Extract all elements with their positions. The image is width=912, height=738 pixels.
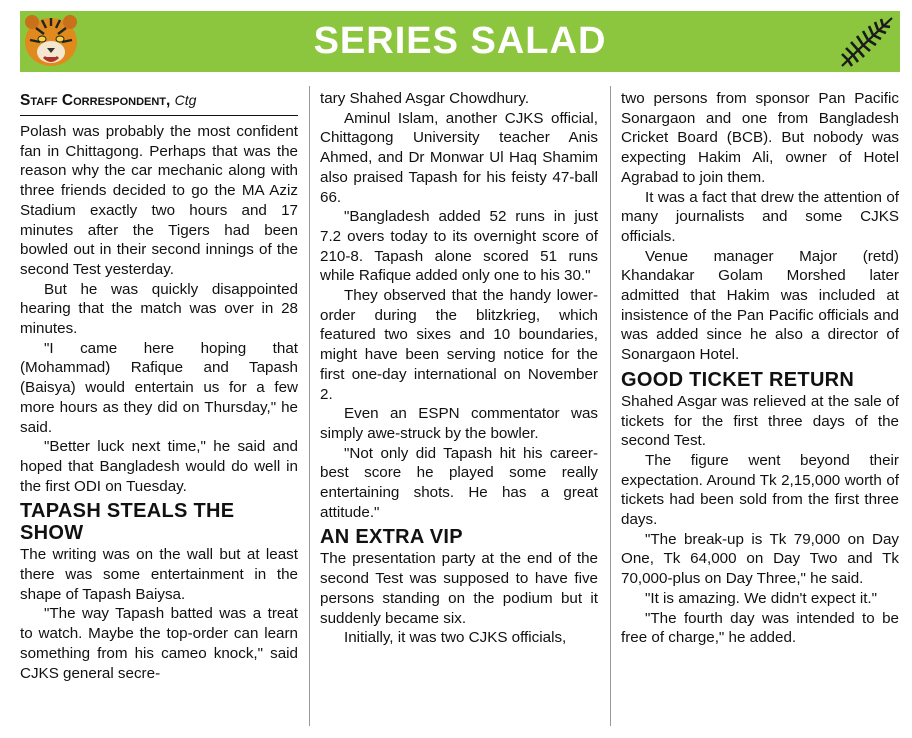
byline-author: Staff Correspondent, [20,92,171,109]
paragraph: "I came here hoping that (Mohammad) Rafique and Tapash (Baisya) would entertain us for a few more hours as they did on Thursday," he said. [20,339,298,436]
article-column-1 [20,89,298,683]
byline [20,91,298,113]
paragraph: tary Shahed Asgar Chowdhury. [320,90,530,107]
paragraph: The writing was on the wall but at least there was some entertainment in the shape of Tapash Baiysa. [20,546,298,603]
subheading: GOOD TICKET RETURN [621,368,855,391]
paragraph: "The break-up is Tk 79,000 on Day One, Tk 64,000 on Day Two and Tk 70,000-plus on Day Three," he said. [621,530,899,588]
banner-title: SERIES SALAD [313,20,607,62]
paragraph: "The fourth day was intended to be free of charge," he added. [621,609,899,647]
paragraph: two persons from sponsor Pan Pacific Sonargaon and one from Bangladesh Cricket Board (BCB). But nobody was expecting Hakim Ali, owner of Hotel Agrabad to join them. [621,90,899,186]
paragraph: "Bangladesh added 52 runs in just 7.2 overs today to its overnight score of 210-8. Tapash alone scored 51 runs while Rafique added only one to his 30." [320,208,598,285]
paragraph: The figure went beyond their expectation. Around Tk 2,15,000 worth of tickets had been sold from the first three days. [621,451,899,529]
paragraph: But he was quickly disappointed hearing that the match was over in 28 minutes. [20,280,298,338]
paragraph: The presentation party at the end of the second Test was supposed to have five persons standing on the podium but it suddenly became six. [320,550,598,627]
subheading: TAPASH STEALS THE SHOW [20,500,235,545]
article-column-2 [320,89,598,648]
paragraph: Shahed Asgar was relieved at the sale of tickets for the first three days of the second Test. [621,392,899,450]
paragraph: "Not only did Tapash hit his career-best score he played some really entertaining shots. He has a great attitude." [320,444,598,521]
paragraph: Polash was probably the most confident fan in Chittagong. Perhaps that was the reason why the car mechanic along with three friends decided to go the MA Aziz Stadium exactly two hours and 17 minutes after the Tigers had been bowled out in their second innings of the second Test yesterday. [20,123,298,278]
article-column-3 [621,89,899,648]
silver-fern-icon [836,14,896,70]
tiger-head-icon [22,12,80,70]
subheading: AN EXTRA VIP [320,526,463,549]
paragraph: It was a fact that drew the attention of many journalists and some CJKS officials. [621,188,899,245]
paragraph: Venue manager Major (retd) Khandakar Golam Morshed later admitted that Hakim was included at insistence of the Pan Pacific officials and was added since he also a director of Sonargaon Hotel. [621,247,899,364]
paragraph: "Better luck next time," he said and hoped that Bangladesh would do well in the first ODI on Tuesday. [20,438,298,495]
byline-location: Ctg [174,92,197,108]
paragraph: "The way Tapash batted was a treat to watch. Maybe the top-order can learn something from his cameo knock," said CJKS general secre- [20,605,298,682]
paragraph: "It is amazing. We didn't expect it." [645,589,878,607]
paragraph: Even an ESPN commentator was simply awe-struck by the bowler. [320,405,598,442]
paragraph: They observed that the handy lower-order during the blitzkrieg, which featured two sixes and 10 boundaries, might have been serving notice for the first one-day international on November 2. [320,287,598,403]
section-banner [20,11,900,72]
paragraph: Initially, it was two CJKS officials, [344,629,567,647]
column-divider [610,86,611,726]
byline-rule [20,115,298,116]
paragraph: Aminul Islam, another CJKS official, Chittagong University teacher Anis Ahmed, and Dr Monwar Ul Haq Shamim also praised Tapash for his feisty 47-ball 66. [320,109,598,206]
column-divider [309,86,310,726]
